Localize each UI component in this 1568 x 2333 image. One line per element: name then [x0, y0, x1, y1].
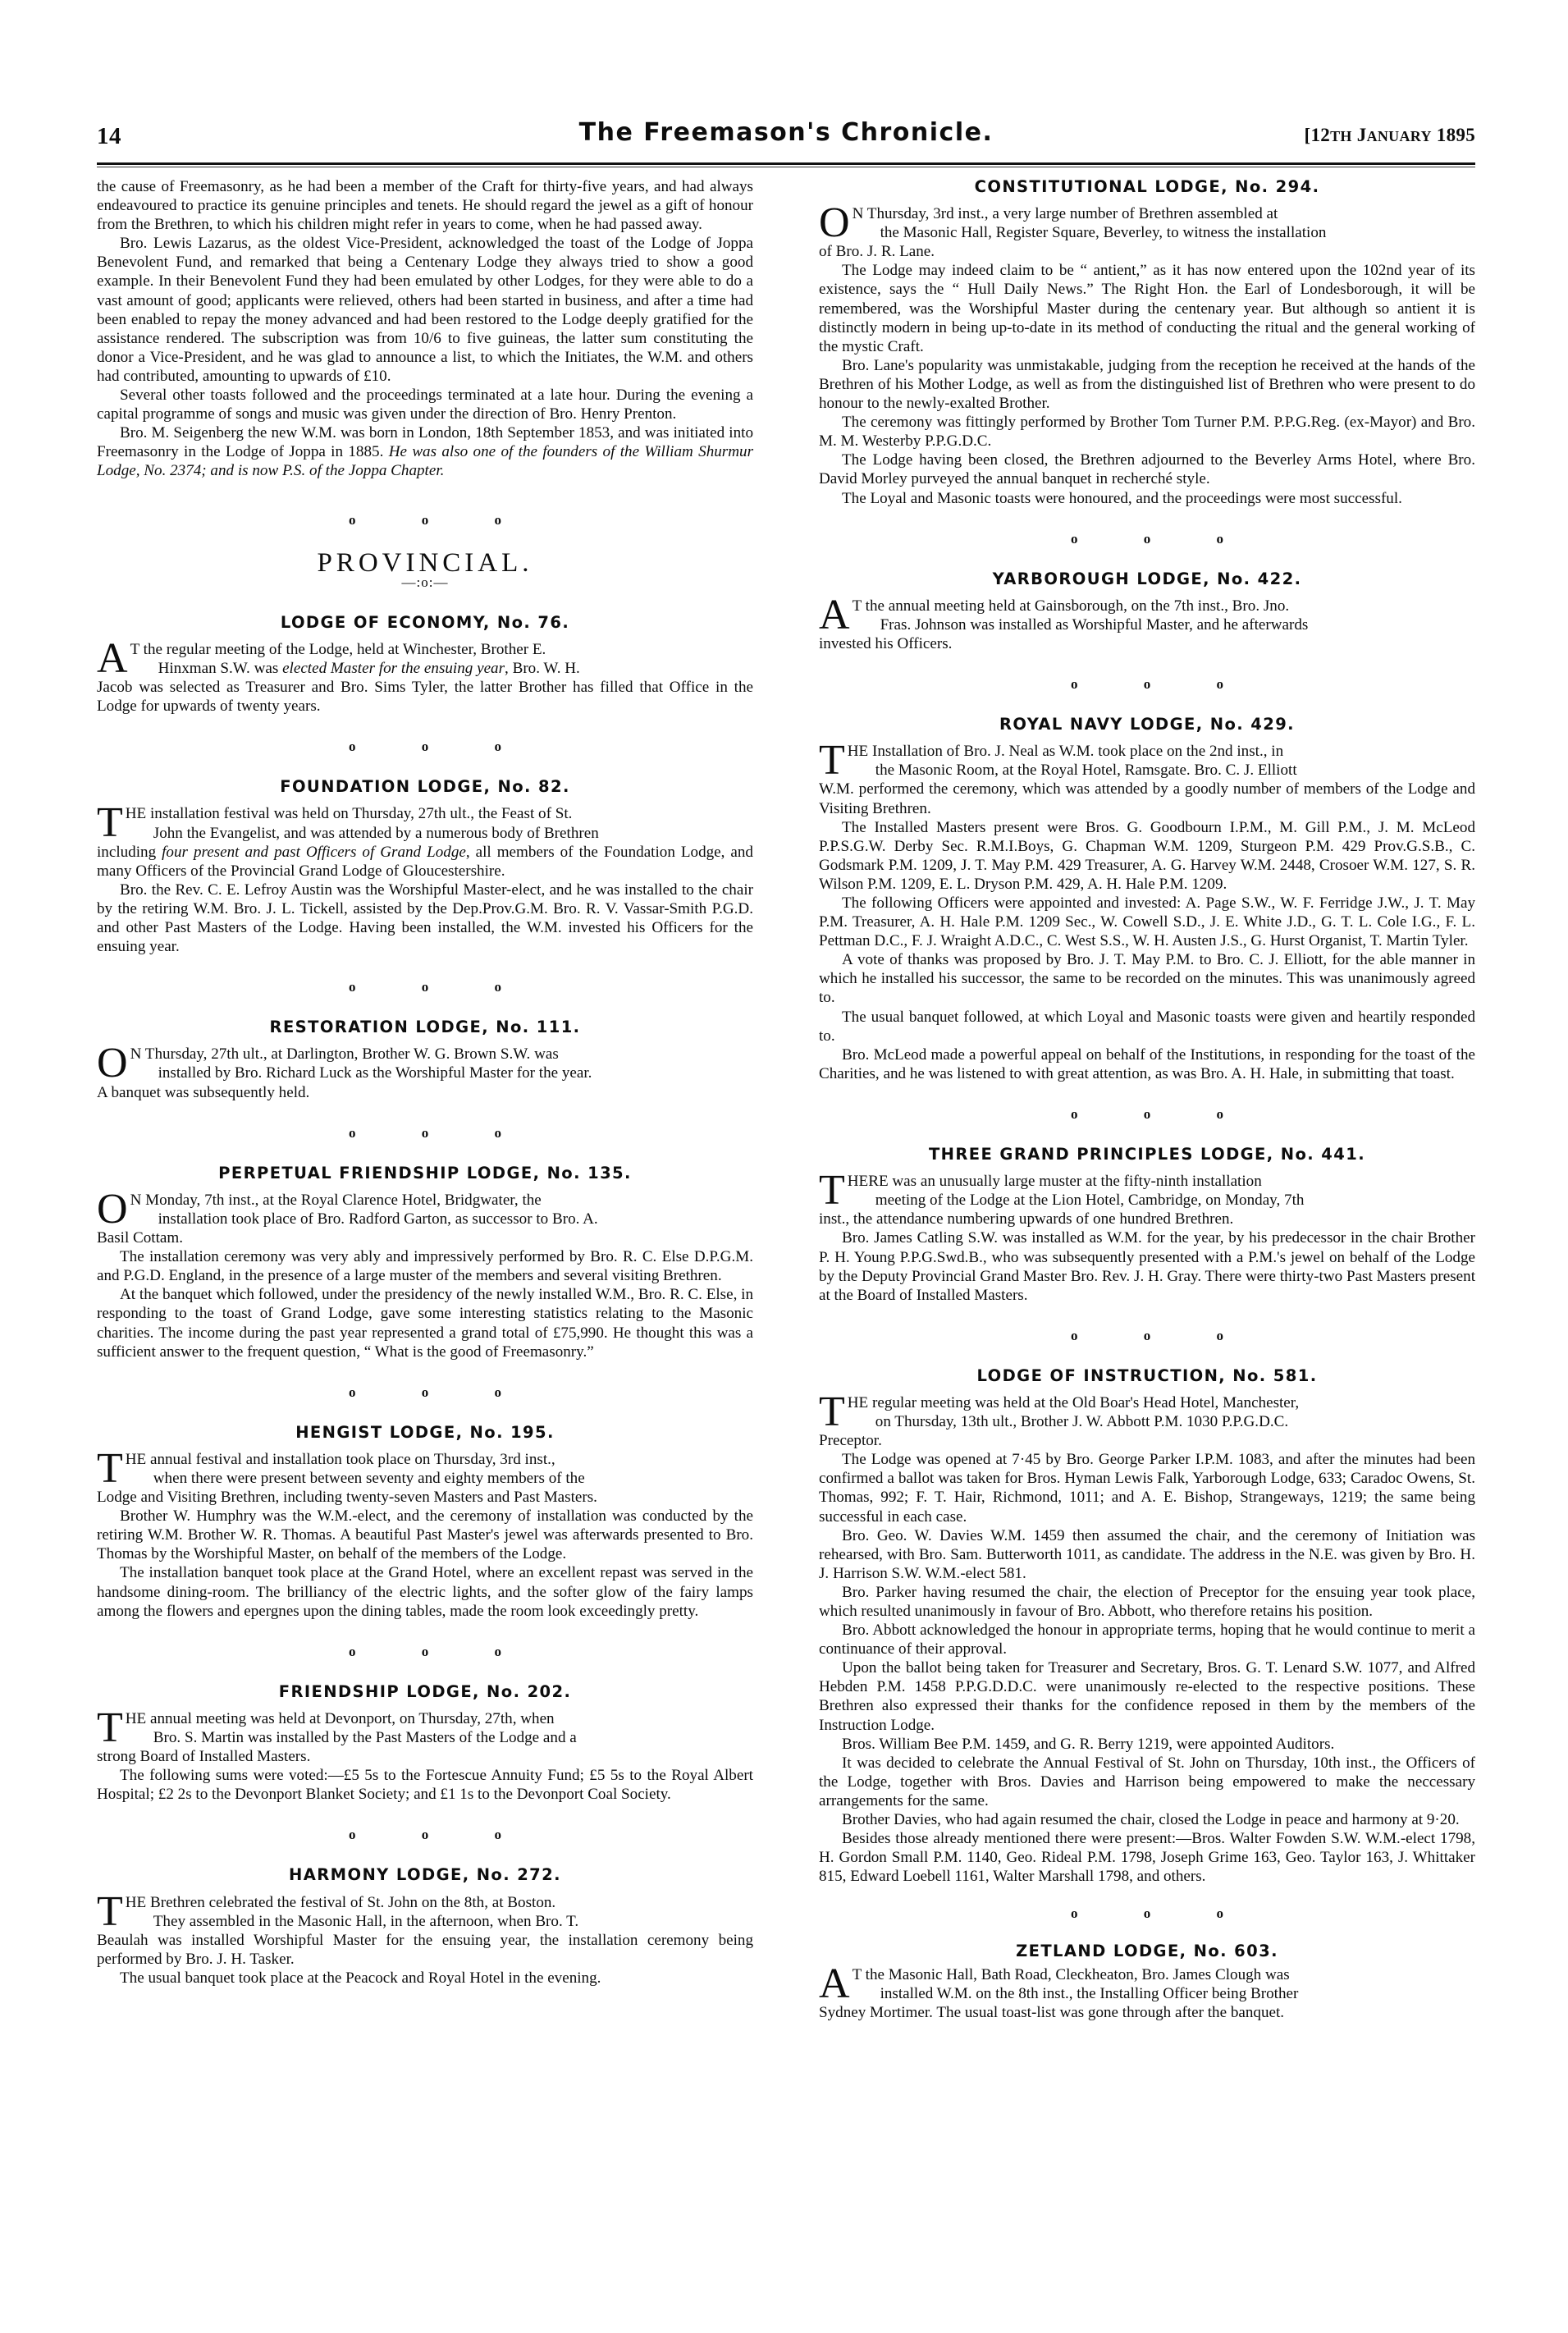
report-line: installed W.M. on the 8th inst., the Installing Officer being Brother	[880, 1984, 1299, 2002]
lodge-heading-hengist: HENGIST LODGE, No. 195.	[295, 1422, 555, 1442]
issue-date-bracket: [12	[1304, 125, 1331, 145]
report-text: , Bro. W. H.	[505, 659, 580, 677]
report-line: Fras. Johnson was installed as Worshipful Master, and he afterwards	[880, 615, 1309, 634]
report-paragraph: Bro. Abbott acknowledged the honour in appropriate terms, hoping that he would continue to merit a continuance of their approval.	[819, 1622, 1475, 1658]
lodge-heading-foundation: FOUNDATION LODGE, No. 82.	[280, 777, 570, 797]
drop-cap: T	[819, 1167, 845, 1215]
report-paragraph: At the banquet which followed, under the presidency of the newly installed W.M., Bro. R. C. Else, in responding to the toast of Grand Lodge, gave some interesting statistics relating to the Masonic charities. The income during the past year represented a grand total of £75,990. He thought this was a sufficient answer to the frequent question, “ What is the good of Freemasonry.”	[97, 1286, 753, 1361]
lodge-report-instruction	[819, 1388, 1475, 1450]
issue-date-year: 1895	[1431, 125, 1475, 145]
report-line: strong Board of Installed Masters.	[97, 1748, 311, 1766]
report-line: HE annual festival and installation took place on Thursday, 3rd inst.,	[125, 1450, 555, 1468]
drop-cap: T	[97, 1444, 123, 1492]
report-line: Bro. S. Martin was installed by the Past Masters of the Lodge and a	[153, 1729, 577, 1746]
report-line	[97, 843, 753, 881]
lodge-heading-economy: LODGE OF ECONOMY, No. 76.	[280, 612, 570, 632]
two-column-body	[97, 177, 1475, 2278]
lodge-heading-friendship: FRIENDSHIP LODGE, No. 202.	[278, 1681, 572, 1701]
article-text-italic: He was also one of the founders of the William Shurmur Lodge, No. 2374; and is now P.S. of the Joppa Chapter.	[97, 443, 753, 480]
lodge-report-friendship	[97, 1704, 753, 1766]
lodge-report-three-grand-principles	[819, 1167, 1475, 1228]
lodge-heading-restoration: RESTORATION LODGE, No. 111.	[269, 1018, 581, 1037]
section-divider: o o o	[349, 511, 533, 528]
right-column	[819, 177, 1475, 2022]
report-line: John the Evangelist, and was attended by a numerous body of Brethren	[153, 824, 599, 842]
report-paragraph: The installation ceremony was very ably and impressively performed by Bro. R. C. Else D.P.G.M. and P.G.D. England, in the presence of a large muster of the members and several visiting Brethren.	[97, 1248, 753, 1285]
article-text: Bro. M. Seigenberg the new W.M. was born in London, 18th September 1853, and was initiated into Freemasonry in the Lodge of Joppa in 1885.	[97, 424, 753, 461]
lodge-report-perpetual-friendship	[97, 1185, 753, 1247]
lodge-heading-three-grand-principles: THREE GRAND PRINCIPLES LODGE, No. 441.	[928, 1145, 1366, 1164]
report-line: Basil Cottam.	[97, 1229, 184, 1247]
report-line: when there were present between seventy and eighty members of the	[153, 1469, 585, 1487]
lodge-report-economy	[97, 634, 753, 716]
report-line: the Masonic Hall, Register Square, Beverley, to witness the installation	[880, 224, 1327, 242]
header-rule	[97, 162, 1475, 167]
lodge-heading-constitutional: CONSTITUTIONAL LODGE, No. 294.	[974, 177, 1320, 196]
report-line: W.M. performed the ceremony, which was attended by a goodly number of members of the Lodge and Visiting Brethren.	[819, 780, 1475, 817]
report-paragraph: The Installed Masters present were Bros. G. Goodbourn I.P.M., M. Gill P.M., J. M. McLeod P.P.S.G.W. Derby Sec. R.M.I.Boys, G. Chapman W.M. 1209, Sturgeon P.M. 429 Prov.G.S.B., C. Godsmark P.M. 1209, J. T. May P.M. 429 Treasurer, A. G. Harvey W.M. 2448, Crosoer W.M. 127, S. R. Wilson P.M. 1209, E. L. Dryson P.M. 429, A. H. Hale P.M. 1209.	[819, 818, 1475, 893]
report-line: Beaulah was installed Worshipful Master for the ensuing year, the installation ceremony being performed by Bro. J. H. Tasker.	[97, 1931, 753, 1968]
report-paragraph: Brother Davies, who had again resumed the chair, closed the Lodge in peace and harmony at 9·20.	[842, 1811, 1460, 1829]
article-paragraph: Several other toasts followed and the proceedings terminated at a late hour. During the evening a capital programme of songs and music was given under the direction of Bro. Henry Prenton.	[97, 387, 753, 423]
report-paragraph: The following sums were voted:—£5 5s to the Fortescue Annuity Fund; £5 5s to the Royal Albert Hospital; £2 2s to the Devonport Blanket Society; and £1 1s to the Devonport Coal Society.	[97, 1767, 753, 1804]
report-paragraph: The ceremony was fittingly performed by Brother Tom Turner P.M. P.P.G.Reg. (ex-Mayor) and Bro. M. M. Westerby P.P.G.D.C.	[819, 414, 1475, 451]
report-line: installation took place of Bro. Radford Garton, as successor to Bro. A.	[158, 1210, 598, 1228]
report-paragraph: The installation banquet took place at the Grand Hotel, where an excellent repast was served in the handsome dining-room. The brilliancy of the electric lights, and the softer glow of the fairy lamps among the flowers and epergnes upon the dining tables, made the room look exceedingly pretty.	[97, 1564, 753, 1620]
section-divider: o o o	[349, 1827, 533, 1843]
lodge-heading-perpetual-friendship: PERPETUAL FRIENDSHIP LODGE, No. 135.	[218, 1163, 632, 1183]
drop-cap: A	[819, 1960, 850, 2007]
drop-cap: O	[97, 1185, 128, 1233]
lodge-report-constitutional	[819, 199, 1475, 261]
report-paragraph: A vote of thanks was proposed by Bro. J. T. May P.M. to Bro. C. J. Elliott, for the able manner in which he installed his successor, the same to be recorded on the minutes. This was unanimously agreed to.	[819, 951, 1475, 1007]
section-subtitle: —:o:—	[401, 574, 449, 590]
drop-cap: O	[819, 199, 850, 247]
issue-date-month: ANUARY	[1366, 128, 1432, 144]
report-line: N Thursday, 3rd inst., a very large number of Brethren assembled at	[852, 205, 1278, 223]
report-paragraph: The usual banquet followed, at which Loyal and Masonic toasts were given and heartily responded to.	[819, 1008, 1475, 1045]
report-line: T the annual meeting held at Gainsborough, on the 7th inst., Bro. Jno.	[852, 597, 1290, 615]
report-line: Preceptor.	[819, 1432, 882, 1450]
report-paragraph: It was decided to celebrate the Annual Festival of St. John on Thursday, 10th inst., the Officers of the Lodge, together with Bros. Davies and Harrison being empowered to make the neccessary arrangements for the same.	[819, 1754, 1475, 1809]
lodge-report-restoration	[97, 1040, 753, 1101]
section-divider: o o o	[349, 1384, 533, 1400]
drop-cap: T	[819, 737, 845, 785]
report-paragraph: Bros. William Bee P.M. 1459, and G. R. Berry 1219, were appointed Auditors.	[842, 1735, 1335, 1753]
drop-cap: A	[819, 591, 850, 638]
lodge-report-zetland	[819, 1960, 1475, 2022]
report-paragraph: Bro. Parker having resumed the chair, the election of Preceptor for the ensuing year took place, which resulted unanimously in favour of Bro. Abbott, who therefore retains his position.	[819, 1583, 1475, 1620]
report-paragraph: The Loyal and Masonic toasts were honoured, and the proceedings were most successful.	[842, 489, 1402, 507]
report-line: Jacob was selected as Treasurer and Bro. Sims Tyler, the latter Brother has filled that Office in the Lodge for upwards of twenty years.	[97, 679, 753, 716]
lodge-heading-zetland: ZETLAND LODGE, No. 603.	[1016, 1941, 1278, 1960]
section-divider: o o o	[349, 739, 533, 755]
report-line: T the Masonic Hall, Bath Road, Cleckheaton, Bro. James Clough was	[852, 1965, 1290, 1983]
issue-date-month-initial: J	[1351, 125, 1367, 145]
article-paragraph: Bro. Lewis Lazarus, as the oldest Vice-President, acknowledged the toast of the Lodge of Joppa Benevolent Fund, and remarked that being a Centenary Lodge they always tried to show a good example. In their Benevolent Fund they had been emulated by other Lodges, for they were able to do a vast amount of good; applicants were relieved, others had been started in business, and after a time had been enabled to repay the money advanced and had been restored to the Lodge deeply gratified for the assistance rendered. The subscription was from 10/6 to five guineas, the latter sum constituting the donor a Vice-President, and he was glad to announce a list, to which the Initiates, the W.M. and others had contributed, amounting to upwards of £10.	[97, 235, 753, 385]
lodge-report-yarborough	[819, 591, 1475, 653]
report-line: N Monday, 7th inst., at the Royal Clarence Hotel, Bridgwater, the	[130, 1191, 542, 1209]
issue-date	[1305, 125, 1475, 146]
report-text: including	[97, 843, 162, 861]
lodge-heading-yarborough: YARBOROUGH LODGE, No. 422.	[992, 569, 1302, 588]
report-paragraph: The following Officers were appointed and invested: A. Page S.W., W. F. Ferridge J.W., J. T. May P.M. Treasurer, A. H. Hale P.M. 1209 Sec., W. Cowell S.D., J. E. White J.D., G. T. L. Cole I.G., F. L. Pettman D.C., F. J. Wraight A.D.C., C. West S.S., W. H. Austen J.S., G. Hurst Organist, T. Martin Tyler.	[819, 894, 1475, 950]
report-line: the Masonic Room, at the Royal Hotel, Ramsgate. Bro. C. J. Elliott	[875, 762, 1297, 780]
report-line: invested his Officers.	[819, 634, 953, 652]
report-paragraph: The Lodge having been closed, the Brethren adjourned to the Beverley Arms Hotel, where Bro. David Morley purveyed the annual banquet in recherché style.	[819, 451, 1475, 488]
issue-date-ordinal: TH	[1330, 128, 1352, 144]
report-line: installed by Bro. Richard Luck as the Worshipful Master for the year.	[158, 1064, 592, 1082]
report-line: HE annual meeting was held at Devonport, on Thursday, 27th, when	[125, 1709, 555, 1727]
lodge-report-foundation	[97, 799, 753, 880]
report-paragraph: The usual banquet took place at the Peacock and Royal Hotel in the evening.	[120, 1969, 601, 1987]
report-line: N Thursday, 27th ult., at Darlington, Brother W. G. Brown S.W. was	[130, 1045, 559, 1064]
report-text-italic: elected Master for the ensuing year	[282, 659, 505, 677]
report-line	[97, 659, 753, 678]
report-paragraph: Bro. James Catling S.W. was installed as W.M. for the year, by his predecessor in the chair Brother P. H. Young P.P.G.Swd.B., who was subsequently presented with a P.M.'s jewel on behalf of the Lodge by the Deputy Provincial Grand Master Bro. Rev. J. H. Gray. There were thirty-two Past Masters present at the Board of Installed Masters.	[819, 1229, 1475, 1304]
lodge-report-hengist	[97, 1444, 753, 1507]
report-paragraph: Bro. Geo. W. Davies W.M. 1459 then assumed the chair, and the ceremony of Initiation was rehearsed, with Bro. Sam. Butterworth 1011, as candidate. The address in the N.E. was given by Bro. H. J. Harrison S.W. W.M.-elect 581.	[819, 1526, 1475, 1582]
report-text: Hinxman S.W. was	[158, 659, 283, 677]
section-divider: o o o	[1071, 530, 1255, 547]
report-paragraph: The Lodge may indeed claim to be “ antient,” as it has now entered upon the 102nd year of its existence, says the “ Hull Daily News.” The Right Hon. the Earl of Londesborough, it will be remembered, was the Worshipful Master during the centenary year. But although so antient it is distinctly modern in being up-to-date in its method of conducting the ritual and the general working of the mystic Craft.	[819, 262, 1475, 355]
report-paragraph: The Lodge was opened at 7·45 by Bro. George Parker I.P.M. 1083, and after the minutes had been confirmed a ballot was taken for Bros. Hyman Lewis Falk, Yarborough Lodge, 633; Caradoc Owens, St. Thomas, 992; F. T. Hair, Richmond, 1011; and A. E. Bishop, Strangeways, 1219; the same being successful in each case.	[819, 1451, 1475, 1526]
report-line: Sydney Mortimer. The usual toast-list was gone through after the banquet.	[819, 2003, 1285, 2021]
report-line: of Bro. J. R. Lane.	[819, 243, 935, 261]
section-divider: o o o	[349, 979, 533, 995]
report-paragraph: Brother W. Humphry was the W.M.-elect, and the ceremony of installation was conducted by the retiring W.M. Brother W. R. Thomas. A beautiful Past Master's jewel was afterwards presented to Bro. Thomas by the Worshipful Master, on behalf of the members of the Lodge.	[97, 1507, 753, 1563]
report-paragraph: Bro. the Rev. C. E. Lefroy Austin was the Worshipful Master-elect, and he was installed to the chair by the retiring W.M. Bro. J. L. Tickell, assisted by the Dep.Prov.G.M. Bro. R. V. Vassar-Smith P.G.D. and other Past Masters of the Lodge. Having been installed, the W.M. invested his Officers for the ensuing year.	[97, 881, 753, 956]
report-line: T the regular meeting of the Lodge, held at Winchester, Brother E.	[130, 640, 546, 658]
report-line: Lodge and Visiting Brethren, including twenty-seven Masters and Past Masters.	[97, 1489, 597, 1507]
lodge-heading-harmony: HARMONY LODGE, No. 272.	[289, 1865, 561, 1885]
lodge-heading-royal-navy: ROYAL NAVY LODGE, No. 429.	[999, 715, 1295, 734]
article-paragraph	[97, 423, 753, 480]
report-line: HE Brethren celebrated the festival of St. John on the 8th, at Boston.	[125, 1893, 556, 1911]
drop-cap: A	[97, 634, 128, 682]
left-column	[97, 177, 753, 1988]
report-line: HE installation festival was held on Thursday, 27th ult., the Feast of St.	[125, 805, 573, 823]
drop-cap: T	[97, 799, 123, 847]
report-line: on Thursday, 13th ult., Brother J. W. Abbott P.M. 1030 P.P.G.D.C.	[875, 1413, 1289, 1431]
section-divider: o o o	[1071, 1905, 1255, 1922]
running-head	[97, 115, 1475, 162]
report-line: HE regular meeting was held at the Old Boar's Head Hotel, Manchester,	[847, 1393, 1300, 1411]
section-divider: o o o	[1071, 1105, 1255, 1122]
article-paragraph: the cause of Freemasonry, as he had been a member of the Craft for thirty-five years, and had always endeavoured to practice its genuine principles and tenets. He should regard the jewel as a gift of honour from the Brethren, to which his children might refer in years to come, when he had passed away.	[97, 178, 753, 234]
lodge-report-royal-navy	[819, 737, 1475, 817]
report-paragraph: Bro. Lane's popularity was unmistakable, judging from the reception he received at the hands of the Brethren of his Mother Lodge, as well as from the distinguished list of Brethren who were present to do honour to the newly-exalted Brother.	[819, 356, 1475, 413]
journal-title: The Freemason's Chronicle.	[578, 118, 994, 147]
report-line: HERE was an unusually large muster at the fifty-ninth installation	[847, 1173, 1262, 1191]
section-divider: o o o	[349, 1124, 533, 1141]
report-paragraph: Upon the ballot being taken for Treasurer and Secretary, Bros. G. T. Lenard S.W. 1077, and Alfred Hebden P.M. 1458 P.P.G.D.D.C. were unanimously re-elected to the respective positions. These Brethren also expressed their thanks for the confidence reposed in them by the members of the Instruction Lodge.	[819, 1659, 1475, 1734]
drop-cap: T	[97, 1887, 123, 1935]
lodge-heading-instruction: LODGE OF INSTRUCTION, No. 581.	[976, 1365, 1318, 1385]
report-paragraph: Besides those already mentioned there were present:—Bros. Walter Fowden S.W. W.M.-elect 1798, H. Gordon Small P.M. 1140, Geo. Rideal P.M. 1798, Joseph Grime 163, Geo. Taylor 163, J. Whittaker 815, Edward Loebell 1161, Walter Marshall 1798, and others.	[819, 1830, 1475, 1886]
report-line: A banquet was subsequently held.	[97, 1083, 310, 1101]
report-line: They assembled in the Masonic Hall, in the afternoon, when Bro. T.	[153, 1912, 579, 1930]
report-line: meeting of the Lodge at the Lion Hotel, Cambridge, on Monday, 7th	[875, 1192, 1305, 1210]
report-text: , all members of the Foundation Lodge, and many Officers of the Provincial Grand Lodge of Gloucestershire.	[97, 843, 753, 880]
section-title: PROVINCIAL.	[317, 547, 533, 578]
drop-cap: O	[97, 1040, 128, 1087]
drop-cap: T	[819, 1388, 845, 1435]
section-divider: o o o	[1071, 1327, 1255, 1343]
report-text-italic: four present and past Officers of Grand Lodge	[162, 843, 466, 861]
section-divider: o o o	[349, 1643, 533, 1659]
report-line: HE Installation of Bro. J. Neal as W.M. took place on the 2nd inst., in	[847, 743, 1284, 761]
report-paragraph: Bro. McLeod made a powerful appeal on behalf of the Institutions, in responding for the toast of the Charities, and he was listened to with great attention, as was Bro. A. H. Hale, in submitting that toast.	[819, 1045, 1475, 1082]
drop-cap: T	[97, 1704, 123, 1751]
page-number: 14	[97, 123, 121, 149]
lodge-report-harmony	[97, 1887, 753, 1969]
section-divider: o o o	[1071, 676, 1255, 693]
report-line: inst., the attendance numbering upwards of one hundred Brethren.	[819, 1210, 1234, 1228]
